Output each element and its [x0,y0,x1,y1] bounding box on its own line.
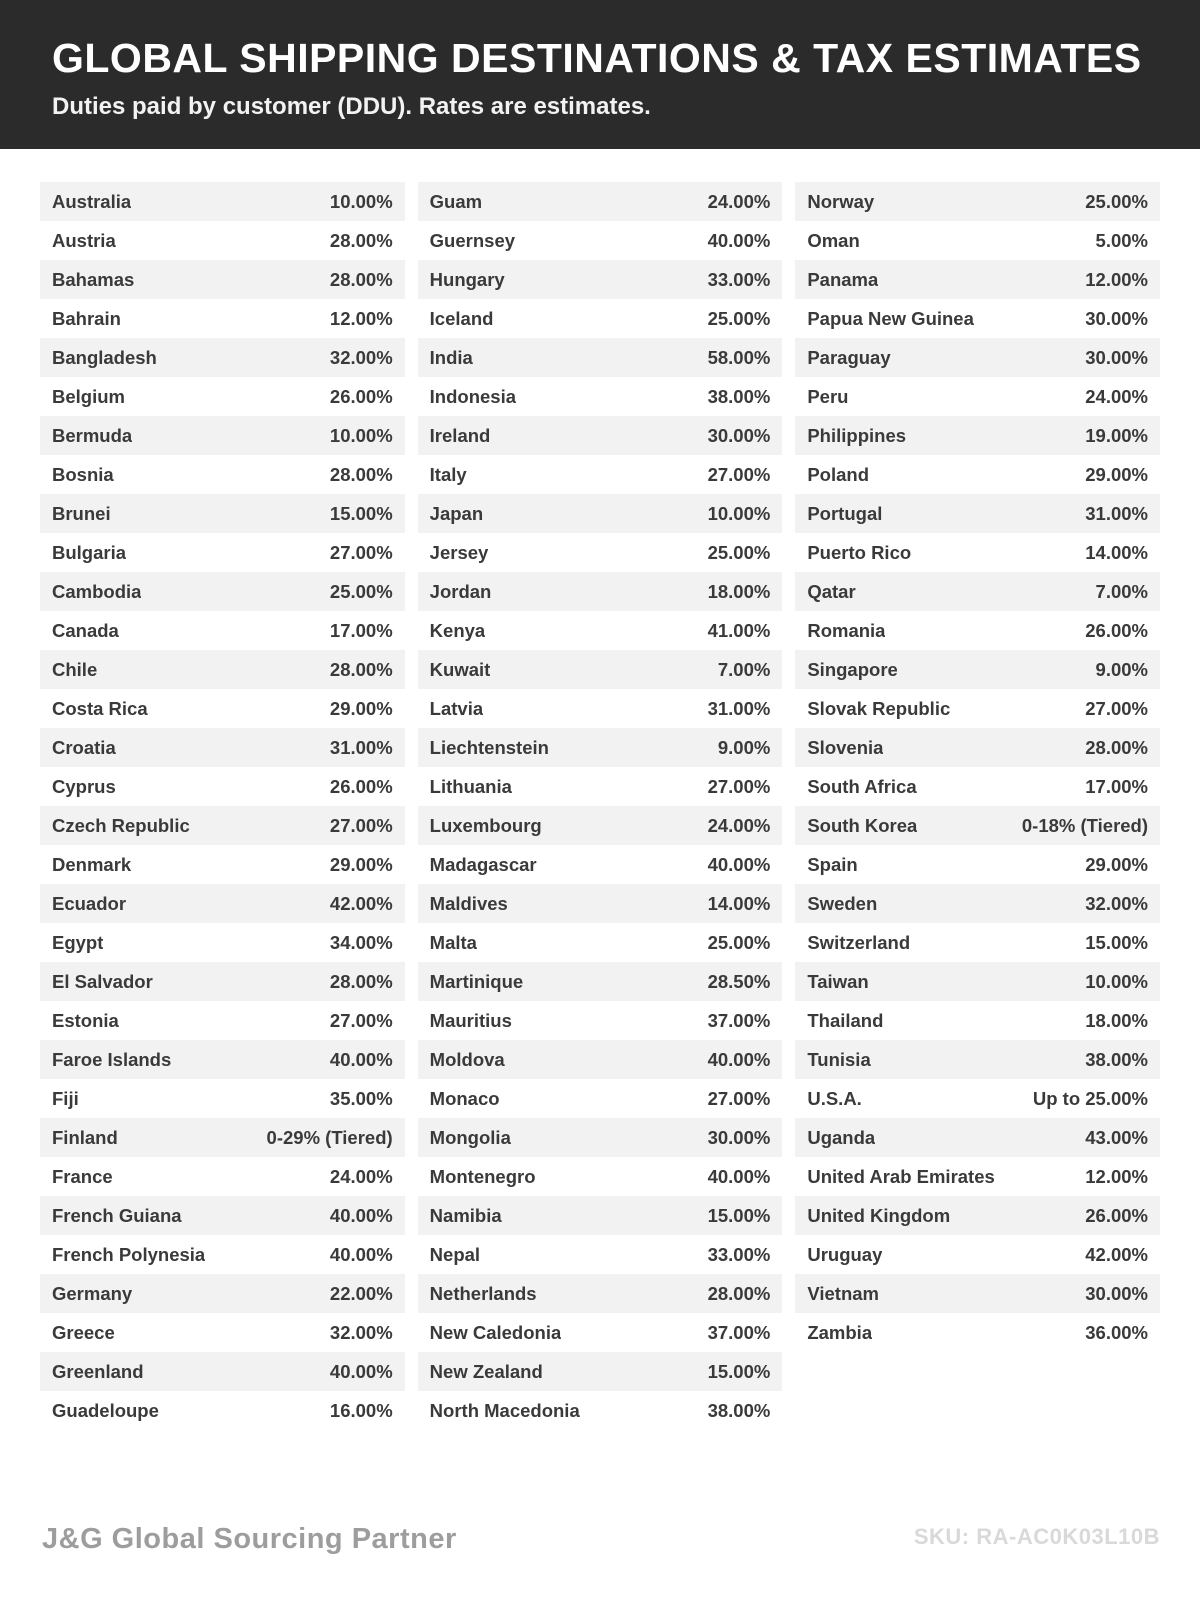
country-name: United Arab Emirates [807,1165,995,1187]
table-row [418,689,783,728]
table-row [418,182,783,221]
tax-rate: 15.00% [707,1204,771,1226]
tax-rate: 30.00% [1085,307,1149,329]
table-row [795,221,1160,260]
tax-rate: 26.00% [1085,619,1149,641]
rates-table [0,149,1200,1430]
country-name: Guadeloupe [52,1399,159,1421]
table-row [418,650,783,689]
country-name: Lithuania [429,775,512,797]
table-row [418,884,783,923]
tax-rate: 40.00% [707,853,771,875]
country-name: Kenya [429,619,486,641]
table-row [40,1157,405,1196]
country-name: Hungary [429,268,505,290]
tax-rate: 10.00% [329,424,393,446]
tax-rate: 32.00% [329,1321,393,1343]
tax-rate: 7.00% [1095,580,1149,602]
table-row [795,1196,1160,1235]
sku-label: SKU: RA-AC0K03L10B [913,1524,1160,1549]
tax-rate: 18.00% [1085,1009,1149,1031]
country-name: Paraguay [807,346,891,368]
country-name: Nepal [429,1243,481,1265]
tax-rate: 22.00% [329,1282,393,1304]
country-name: Uganda [807,1126,876,1148]
tax-rate: 38.00% [1085,1048,1149,1070]
tax-rate: 24.00% [707,190,771,212]
tax-rate: 33.00% [707,1243,771,1265]
country-name: South Africa [807,775,917,797]
country-name: Guernsey [429,229,516,251]
table-row [795,1157,1160,1196]
tax-rate: 28.00% [329,463,393,485]
table-row [795,1079,1160,1118]
table-row [795,962,1160,1001]
tax-rate: 25.00% [707,931,771,953]
country-name: Bosnia [52,463,114,485]
tax-rate: 26.00% [329,775,393,797]
country-name: Belgium [52,385,125,407]
country-name: New Zealand [429,1360,543,1382]
table-row [40,182,405,221]
country-name: Jersey [429,541,489,563]
country-name: Bahamas [52,268,135,290]
tax-rate: 15.00% [329,502,393,524]
table-row [418,1313,783,1352]
country-name: Sweden [807,892,878,914]
table-row [40,455,405,494]
tax-rate: 31.00% [707,697,771,719]
table-row [795,299,1160,338]
country-name: Costa Rica [52,697,148,719]
table-row [418,494,783,533]
rate-column [418,182,783,1430]
tax-rate: 30.00% [707,1126,771,1148]
tax-rate: 9.00% [717,736,771,758]
tax-rate: 7.00% [717,658,771,680]
table-row [40,260,405,299]
country-name: Portugal [807,502,883,524]
country-name: Bermuda [52,424,133,446]
country-name: Iceland [429,307,494,329]
country-name: Estonia [52,1009,119,1031]
table-row [418,1118,783,1157]
country-name: U.S.A. [807,1087,862,1109]
country-name: Ecuador [52,892,127,914]
country-name: Norway [807,190,875,212]
country-name: Romania [807,619,886,641]
country-name: Peru [807,385,849,407]
tax-rate: 38.00% [707,385,771,407]
table-row [795,728,1160,767]
table-row [40,728,405,767]
country-name: Martinique [429,970,524,992]
tax-rate: 16.00% [329,1399,393,1421]
page-subtitle: Duties paid by customer (DDU). Rates are estimates. [52,93,651,121]
table-row [418,1157,783,1196]
country-name: Germany [52,1282,133,1304]
tax-rate: 27.00% [1085,697,1149,719]
country-name: Egypt [52,931,104,953]
table-row [418,806,783,845]
table-row [418,1196,783,1235]
table-row [795,923,1160,962]
tax-rate: 43.00% [1085,1126,1149,1148]
tax-rate: 26.00% [1085,1204,1149,1226]
table-row [795,1001,1160,1040]
table-row [418,572,783,611]
country-name: Papua New Guinea [807,307,974,329]
table-row [795,1235,1160,1274]
table-row [40,650,405,689]
table-row [418,299,783,338]
tax-rate: 29.00% [1085,463,1149,485]
tax-rate: 40.00% [707,229,771,251]
table-row [40,299,405,338]
country-name: Greenland [52,1360,144,1382]
table-row [40,1274,405,1313]
table-row [40,533,405,572]
country-name: Panama [807,268,879,290]
country-name: Liechtenstein [429,736,549,758]
tax-rate: 40.00% [707,1048,771,1070]
page-title: GLOBAL SHIPPING DESTINATIONS & TAX ESTIMATES [52,35,1142,81]
country-name: Vietnam [807,1282,879,1304]
tax-rate: 9.00% [1095,658,1149,680]
tax-rate: 30.00% [1085,346,1149,368]
tax-rate: 24.00% [707,814,771,836]
tax-rate: 15.00% [707,1360,771,1382]
country-name: Slovenia [807,736,884,758]
table-row [40,884,405,923]
country-name: Austria [52,229,116,251]
table-row [40,338,405,377]
tax-rate: 35.00% [329,1087,393,1109]
table-row [40,1235,405,1274]
table-row [40,806,405,845]
table-row [795,338,1160,377]
table-row [795,182,1160,221]
table-row [795,689,1160,728]
table-row [795,650,1160,689]
tax-rate: 17.00% [1085,775,1149,797]
country-name: Kuwait [429,658,491,680]
tax-rate: 12.00% [329,307,393,329]
tax-rate: 42.00% [1085,1243,1149,1265]
tax-rate: 10.00% [1085,970,1149,992]
tax-rate: 28.00% [707,1282,771,1304]
table-row [418,221,783,260]
tax-rate: 19.00% [1085,424,1149,446]
table-row [40,1040,405,1079]
tax-rate: 12.00% [1085,1165,1149,1187]
tax-rate: 5.00% [1095,229,1149,251]
table-row [795,884,1160,923]
table-row [40,689,405,728]
table-row [418,1235,783,1274]
tax-rate: 25.00% [707,541,771,563]
table-row [418,1001,783,1040]
country-name: El Salvador [52,970,153,992]
tax-rate: 14.00% [707,892,771,914]
table-row [418,728,783,767]
table-row [418,1352,783,1391]
country-name: Cyprus [52,775,116,797]
tax-rate: 27.00% [707,775,771,797]
tax-rate: 25.00% [1085,190,1149,212]
table-row [418,455,783,494]
tax-rate: 38.00% [707,1399,771,1421]
country-name: Luxembourg [429,814,542,836]
tax-rate: 28.00% [329,268,393,290]
table-row [795,572,1160,611]
country-name: Oman [807,229,860,251]
table-row [795,377,1160,416]
country-name: Slovak Republic [807,697,951,719]
tax-rate: 40.00% [707,1165,771,1187]
country-name: Philippines [807,424,907,446]
tax-rate: 17.00% [329,619,393,641]
tax-rate: 29.00% [1085,853,1149,875]
table-row [40,611,405,650]
tax-rate: 27.00% [329,814,393,836]
table-row [418,923,783,962]
table-row [40,1352,405,1391]
tax-rate: 33.00% [707,268,771,290]
table-row [40,572,405,611]
table-row [40,1196,405,1235]
tax-rate: 58.00% [707,346,771,368]
table-row [418,767,783,806]
tax-rate: 31.00% [329,736,393,758]
tax-rate: 14.00% [1085,541,1149,563]
country-name: New Caledonia [429,1321,562,1343]
rate-column [40,182,405,1430]
country-name: Singapore [807,658,898,680]
tax-rate: 0-29% (Tiered) [266,1126,393,1148]
table-row [40,221,405,260]
tax-rate: 40.00% [329,1204,393,1226]
country-name: Denmark [52,853,132,875]
country-name: Qatar [807,580,856,602]
tax-rate: 12.00% [1085,268,1149,290]
table-row [795,533,1160,572]
tax-rate: 27.00% [707,463,771,485]
country-name: United Kingdom [807,1204,951,1226]
country-name: Brunei [52,502,111,524]
tax-rate: 26.00% [329,385,393,407]
tax-rate: Up to 25.00% [1032,1087,1149,1109]
country-name: Montenegro [429,1165,536,1187]
country-name: Fiji [52,1087,79,1109]
tax-rate: 27.00% [329,1009,393,1031]
country-name: Japan [429,502,484,524]
tax-rate: 0-18% (Tiered) [1021,814,1149,836]
tax-rate: 27.00% [329,541,393,563]
table-row [795,1274,1160,1313]
country-name: Mauritius [429,1009,512,1031]
tax-rate: 28.00% [329,970,393,992]
tax-rate: 28.00% [329,229,393,251]
table-row [418,533,783,572]
tax-rate: 25.00% [329,580,393,602]
country-name: Finland [52,1126,118,1148]
country-name: Czech Republic [52,814,190,836]
tax-rate: 28.50% [707,970,771,992]
tax-rate: 40.00% [329,1360,393,1382]
tax-rate: 15.00% [1085,931,1149,953]
table-row [795,845,1160,884]
country-name: Tunisia [807,1048,871,1070]
table-row [795,767,1160,806]
country-name: Bulgaria [52,541,127,563]
country-name: Italy [429,463,467,485]
country-name: South Korea [807,814,918,836]
table-row [418,611,783,650]
country-name: Switzerland [807,931,911,953]
tax-rate: 32.00% [1085,892,1149,914]
tax-rate: 36.00% [1085,1321,1149,1343]
country-name: North Macedonia [429,1399,580,1421]
country-name: Faroe Islands [52,1048,172,1070]
table-row [40,377,405,416]
country-name: Zambia [807,1321,873,1343]
table-row [418,962,783,1001]
table-row [40,1001,405,1040]
country-name: Cambodia [52,580,142,602]
table-row [40,416,405,455]
country-name: India [429,346,473,368]
table-row [40,845,405,884]
table-row [40,767,405,806]
rate-column [795,182,1160,1352]
country-name: French Guiana [52,1204,182,1226]
country-name: Greece [52,1321,115,1343]
table-row [795,1313,1160,1352]
tax-rate: 40.00% [329,1243,393,1265]
tax-rate: 37.00% [707,1321,771,1343]
country-name: Guam [429,190,483,212]
country-name: Mongolia [429,1126,511,1148]
country-name: Namibia [429,1204,502,1226]
country-name: Monaco [429,1087,500,1109]
country-name: Indonesia [429,385,517,407]
tax-rate: 27.00% [707,1087,771,1109]
country-name: Netherlands [429,1282,537,1304]
tax-rate: 24.00% [1085,385,1149,407]
table-row [418,845,783,884]
country-name: Puerto Rico [807,541,912,563]
page-header [0,0,1200,149]
tax-rate: 29.00% [329,697,393,719]
table-row [795,416,1160,455]
country-name: Malta [429,931,477,953]
tax-rate: 10.00% [329,190,393,212]
tax-rate: 25.00% [707,307,771,329]
tax-rate: 10.00% [707,502,771,524]
tax-rate: 40.00% [329,1048,393,1070]
tax-rate: 30.00% [707,424,771,446]
table-row [418,260,783,299]
tax-rate: 30.00% [1085,1282,1149,1304]
country-name: Ireland [429,424,491,446]
tax-rate: 31.00% [1085,502,1149,524]
table-row [795,1118,1160,1157]
table-row [418,1391,783,1430]
table-row [40,1313,405,1352]
table-row [418,1079,783,1118]
tax-rate: 18.00% [707,580,771,602]
table-row [418,1040,783,1079]
tax-rate: 42.00% [329,892,393,914]
country-name: French Polynesia [52,1243,206,1265]
tax-rate: 32.00% [329,346,393,368]
table-row [40,923,405,962]
brand-name: J&G Global Sourcing Partner [42,1523,457,1555]
tax-rate: 41.00% [707,619,771,641]
country-name: Moldova [429,1048,505,1070]
country-name: Australia [52,190,132,212]
tax-rate: 24.00% [329,1165,393,1187]
table-row [418,416,783,455]
country-name: Spain [807,853,858,875]
table-row [795,494,1160,533]
country-name: Madagascar [429,853,537,875]
table-row [795,806,1160,845]
country-name: Bangladesh [52,346,157,368]
tax-rate: 34.00% [329,931,393,953]
tax-rate: 28.00% [329,658,393,680]
country-name: Poland [807,463,870,485]
country-name: Chile [52,658,98,680]
table-row [795,1040,1160,1079]
country-name: Maldives [429,892,508,914]
table-row [418,338,783,377]
table-row [795,611,1160,650]
tax-rate: 37.00% [707,1009,771,1031]
table-row [795,260,1160,299]
country-name: Bahrain [52,307,121,329]
table-row [40,1118,405,1157]
country-name: Canada [52,619,119,641]
table-row [40,962,405,1001]
country-name: Latvia [429,697,484,719]
table-row [418,1274,783,1313]
country-name: France [52,1165,113,1187]
country-name: Taiwan [807,970,869,992]
tax-rate: 28.00% [1085,736,1149,758]
country-name: Jordan [429,580,492,602]
tax-rate: 29.00% [329,853,393,875]
country-name: Thailand [807,1009,884,1031]
table-row [40,1391,405,1430]
country-name: Croatia [52,736,116,758]
table-row [795,455,1160,494]
table-row [40,494,405,533]
table-row [40,1079,405,1118]
table-row [418,377,783,416]
country-name: Uruguay [807,1243,883,1265]
